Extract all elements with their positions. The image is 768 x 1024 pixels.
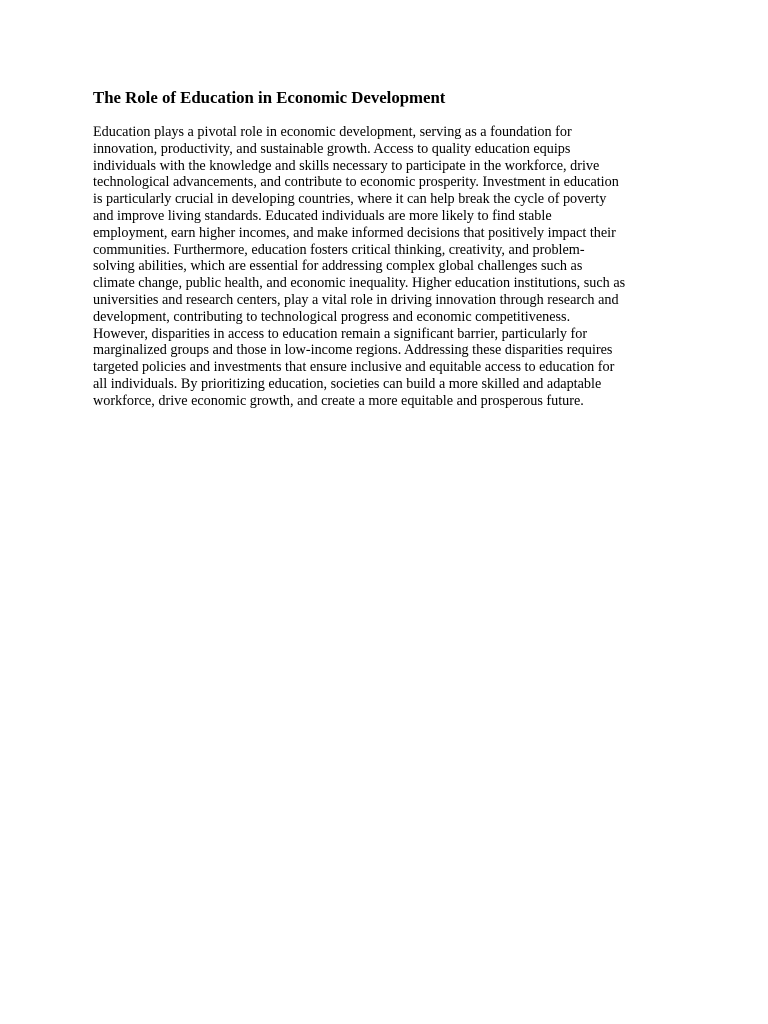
document-body — [93, 124, 683, 410]
body-line: development, contributing to technological progress and economic competitiveness. — [93, 308, 571, 325]
document-title: The Role of Education in Economic Development — [93, 88, 446, 107]
body-line: climate change, public health, and economic inequality. Higher education institutions, such as — [93, 275, 626, 292]
body-line: marginalized groups and those in low-income regions. Addressing these disparities requires — [93, 342, 613, 359]
body-line: all individuals. By prioritizing education, societies can build a more skilled and adaptable — [93, 375, 602, 392]
body-line: universities and research centers, play a vital role in driving innovation through research and — [93, 291, 619, 308]
body-line: solving abilities, which are essential for addressing complex global challenges such as — [93, 258, 583, 275]
body-line: communities. Furthermore, education fosters critical thinking, creativity, and problem- — [93, 241, 585, 258]
body-line: innovation, productivity, and sustainable growth. Access to quality education equips — [93, 140, 571, 157]
body-line: workforce, drive economic growth, and create a more equitable and prosperous future. — [93, 392, 584, 409]
body-line: However, disparities in access to education remain a significant barrier, particularly for — [93, 325, 588, 342]
body-line: is particularly crucial in developing countries, where it can help break the cycle of poverty — [93, 191, 607, 208]
body-line: Education plays a pivotal role in economic development, serving as a foundation for — [93, 124, 572, 140]
document-content — [93, 88, 683, 410]
body-line: individuals with the knowledge and skills necessary to participate in the workforce, drive — [93, 157, 600, 174]
body-line: technological advancements, and contribute to economic prosperity. Investment in education — [93, 174, 619, 191]
body-line: targeted policies and investments that ensure inclusive and equitable access to education for — [93, 359, 615, 376]
body-line: and improve living standards. Educated individuals are more likely to find stable — [93, 207, 552, 224]
body-line: employment, earn higher incomes, and make informed decisions that positively impact their — [93, 224, 616, 241]
